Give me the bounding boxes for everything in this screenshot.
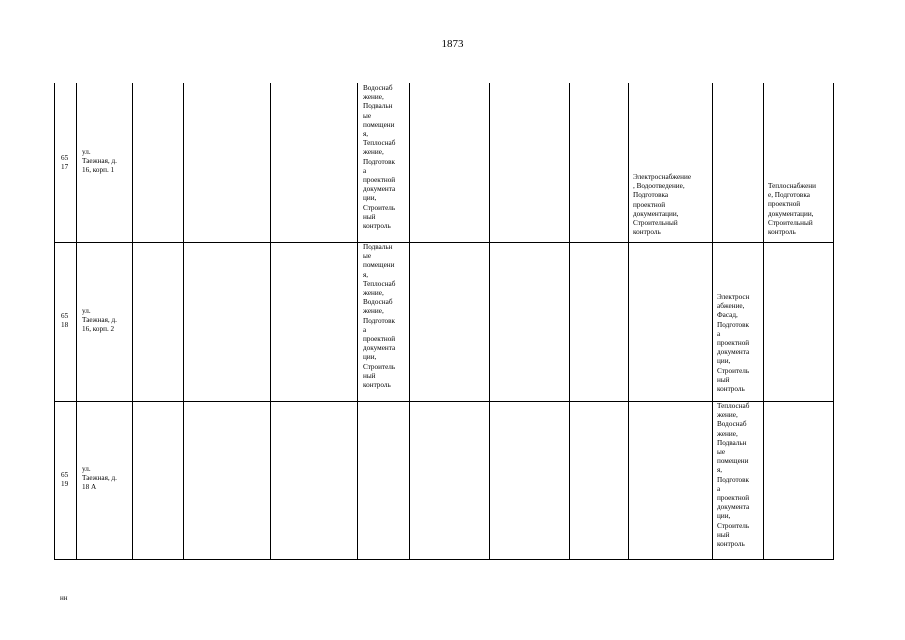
column-divider [76,83,77,560]
column-divider [712,83,713,560]
works-cell: Теплоснаб жение, Водоснаб жение, Подвальн ые помещени я, Подготовк а проектной документа ции, Строитель ный контроль [717,402,750,549]
column-divider [628,83,629,560]
row-number: 65 18 [61,312,69,330]
row-number: 65 19 [61,471,69,489]
column-divider [569,83,570,560]
address-cell: ул. Таежная, д. 18 А [82,465,117,492]
table-border-right [833,83,834,560]
works-cell: Водоснаб жение, Подвальн ые помещени я, Теплоснаб жение, Подготовк а проектной документа ции, Строитель ный контроль [363,84,396,231]
table-border-bottom [54,559,834,560]
column-divider [132,83,133,560]
column-divider [489,83,490,560]
works-cell: Электроснабжение , Водоотведение, Подготовка проектной документации, Строительный контроль [633,173,692,237]
column-divider [763,83,764,560]
column-divider [409,83,410,560]
column-divider [183,83,184,560]
column-divider [357,83,358,560]
page-number: 1873 [441,38,464,50]
table-border-left [54,83,55,560]
column-divider [270,83,271,560]
address-cell: ул. Таежная, д. 16, корп. 2 [82,307,117,334]
works-table [54,83,834,560]
works-cell: Теплоснабжени е, Подготовка проектной документации, Строительный контроль [768,182,816,237]
row-divider [54,242,834,243]
address-cell: ул. Таежная, д. 16, корп. 1 [82,148,117,175]
works-cell: Электросн абжение, Фасад, Подготовк а проектной документа ции, Строитель ный контроль [717,293,750,394]
footer-mark: нн [60,594,68,602]
works-cell: Подвальн ые помещени я, Теплоснаб жение, Водоснаб жение, Подготовк а проектной документа ции, Строитель ный контроль [363,243,396,390]
row-number: 65 17 [61,154,69,172]
